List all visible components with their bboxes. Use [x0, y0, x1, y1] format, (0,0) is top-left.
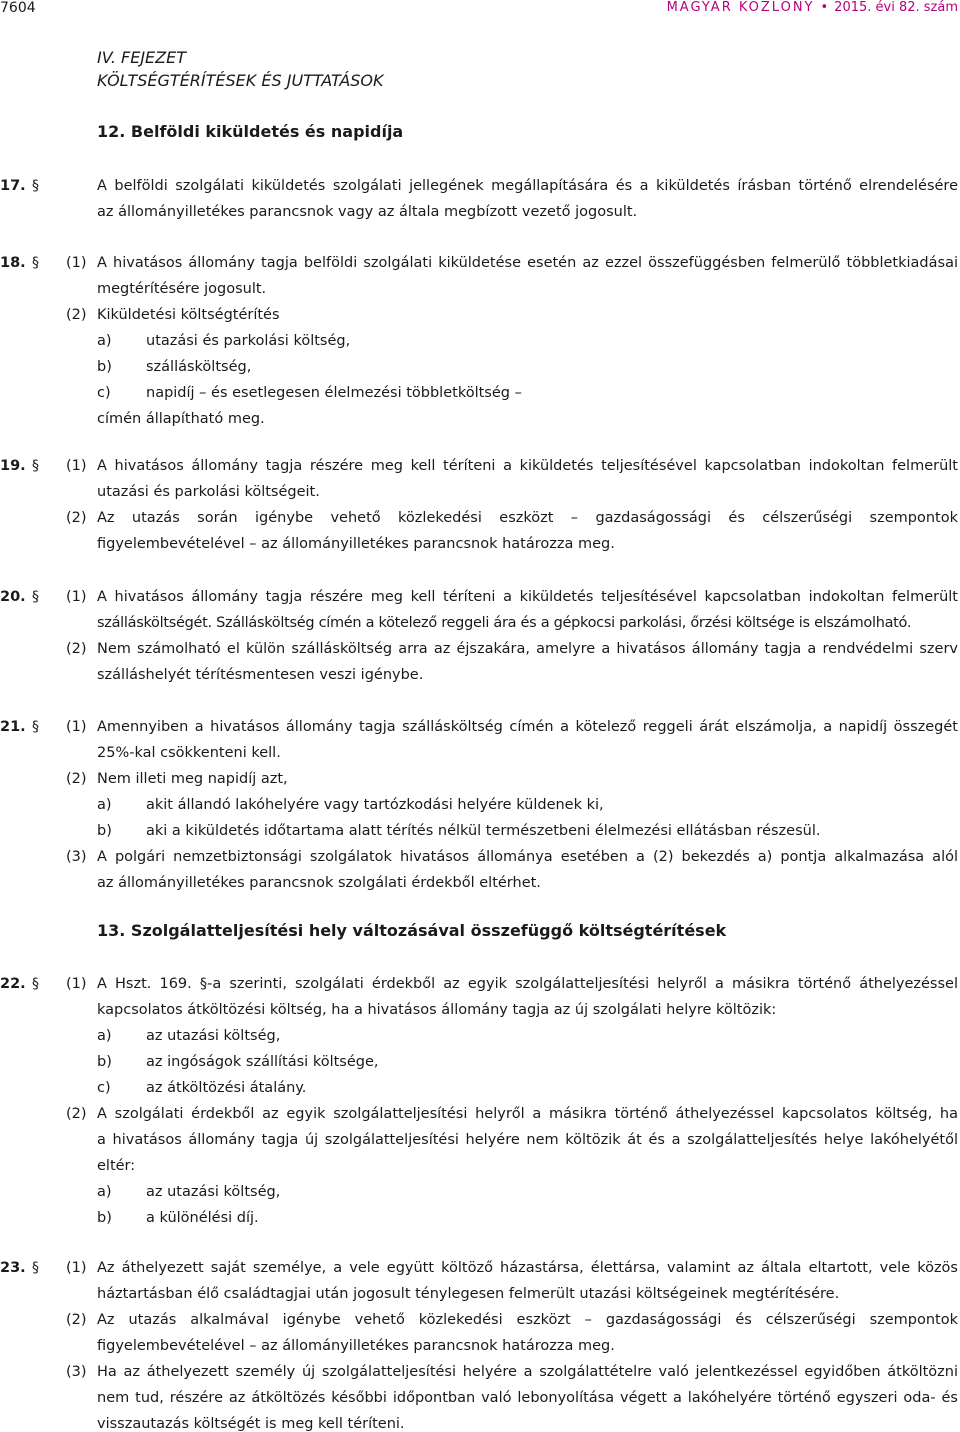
paragraph-20 [0, 584, 958, 688]
section-13-title: 13. Szolgálatteljesítési hely változásával összefüggő költségtérítések [97, 921, 727, 940]
list-item: a) az utazási költség, [97, 1028, 281, 1044]
paragraph-text: figyelembevételével – az állományilletékes parancsnok határozza meg. [97, 1338, 615, 1354]
list-item: a) akit állandó lakóhelyére vagy tartózkodási helyére küldenek ki, [97, 797, 604, 813]
chapter-heading [97, 46, 384, 92]
page-number: 7604 [0, 0, 36, 16]
paragraph-text: A belföldi szolgálati kiküldetés szolgálati jellegének megállapítására és a kiküldetés írásban történő elrendelésére [97, 178, 958, 194]
paragraph-text: a hivatásos állomány tagja új szolgálatteljesítési helyére nem költözik át és a szolgálatteljesítés helye lakóhelyétől [97, 1132, 958, 1148]
chapter-number: IV. FEJEZET [97, 48, 186, 67]
paragraph-text: kapcsolatos átköltözési költség, ha a hivatásos állomány tagja az új szolgálati helyre költözik: [97, 1002, 777, 1018]
paragraph-text: nem tud, részére az átköltözés későbbi időpontban való lebonyolítása végett a lakóhelyére történő egyszeri oda- és [97, 1390, 958, 1406]
journal-masthead [667, 0, 958, 16]
paragraph-text: A polgári nemzetbiztonsági szolgálatok hivatásos állománya esetében a (2) bekezdés a) pontja alkalmazása alól [97, 849, 958, 865]
paragraph-number: 18. [0, 255, 26, 271]
subsection-number: (2) [66, 1106, 87, 1122]
paragraph-text: Az áthelyezett saját személye, a vele együtt költöző házastársa, élettársa, valamint az általa eltartott, vele közös [97, 1260, 958, 1276]
paragraph-text: háztartásban élő családtagjai után jogosult ténylegesen felmerült utazási költségeinek megtérítésére. [97, 1286, 840, 1302]
section-sign: § [32, 719, 39, 735]
list-item: c) napidíj – és esetlegesen élelmezési többletköltség – [97, 385, 522, 401]
subsection-number: (2) [66, 771, 87, 787]
list-item: a) az utazási költség, [97, 1184, 281, 1200]
paragraph-text: 25%-kal csökkenteni kell. [97, 745, 281, 761]
paragraph-text: A szolgálati érdekből az egyik szolgálatteljesítési helyről a másikra történő áthelyezéssel kapcsolatos költség, ha [97, 1106, 958, 1122]
paragraph-text: az állományilletékes parancsnok vagy az általa megbízott vezető jogosult. [97, 204, 638, 220]
page-header [0, 0, 960, 22]
section-sign: § [32, 589, 39, 605]
section-sign: § [32, 1260, 39, 1276]
paragraph-23 [0, 1255, 958, 1432]
section-sign: § [32, 255, 39, 271]
journal-name: MAGYAR KÖZLÖNY [666, 0, 815, 15]
subsection-number: (3) [66, 849, 87, 865]
subsection-number: (1) [66, 458, 87, 474]
paragraph-text: utazási és parkolási költségeit. [97, 484, 320, 500]
paragraph-text: A hivatásos állomány tagja belföldi szolgálati kiküldetése esetén az ezzel összefüggésben felmerülő többletkiadásai [97, 255, 958, 271]
subsection-number: (1) [66, 719, 87, 735]
subsection-number: (1) [66, 589, 87, 605]
paragraph-text: figyelembevételével – az állományilletékes parancsnok határozza meg. [97, 536, 615, 552]
chapter-title: KÖLTSÉGTÉRÍTÉSEK ÉS JUTTATÁSOK [97, 71, 384, 90]
list-item: c) az átköltözési átalány. [97, 1080, 307, 1096]
paragraph-21 [0, 714, 958, 896]
subsection-number: (2) [66, 641, 87, 657]
paragraph-number: 19. [0, 458, 26, 474]
list-item: b) szállásköltség, [97, 359, 252, 375]
section-sign: § [32, 458, 39, 474]
list-item: b) aki a kiküldetés időtartama alatt térítés nélkül természetbeni élelmezési ellátásban részesül. [97, 823, 821, 839]
issue-number: 2015. évi 82. szám [834, 0, 958, 15]
subsection-number: (1) [66, 255, 87, 271]
paragraph-text: Nem számolható el külön szállásköltség arra az éjszakára, amelyre a hivatásos állomány tagja a rendvédelmi szerv [97, 641, 958, 657]
paragraph-number: 20. [0, 589, 26, 605]
paragraph-17 [0, 173, 958, 225]
paragraph-number: 23. [0, 1260, 26, 1276]
subsection-number: (1) [66, 1260, 87, 1276]
paragraph-text: Kiküldetési költségtérítés [97, 307, 280, 323]
paragraph-text: A hivatásos állomány tagja részére meg kell téríteni a kiküldetés teljesítésével kapcsolatban indokoltan felmerült [97, 458, 958, 474]
list-item: a) utazási és parkolási költség, [97, 333, 351, 349]
paragraph-text: megtérítésére jogosult. [97, 281, 267, 297]
paragraph-22 [0, 971, 958, 1231]
paragraph-text: eltér: [97, 1158, 136, 1174]
paragraph-number: 22. [0, 976, 26, 992]
subsection-number: (3) [66, 1364, 87, 1380]
paragraph-text: visszautazás költségét is meg kell téríteni. [97, 1416, 405, 1432]
paragraph-text: Amennyiben a hivatásos állomány tagja szállásköltség címén a kötelező reggeli árát elszámolja, a napidíj összegét [97, 719, 958, 735]
section-12-title: 12. Belföldi kiküldetés és napidíja [97, 122, 404, 141]
paragraph-19 [0, 453, 958, 557]
paragraph-text: Az utazás során igénybe vehető közlekedési eszközt – gazdaságossági és célszerűségi szempontok [97, 510, 958, 526]
paragraph-text: szállásköltségét. Szállásköltség címén a kötelező reggeli ára és a gépkocsi parkolási, őrzési költsége is elszámolható. [97, 615, 912, 631]
paragraph-text: Nem illeti meg napidíj azt, [97, 771, 288, 787]
list-item: b) az ingóságok szállítási költsége, [97, 1054, 379, 1070]
paragraph-18 [0, 250, 958, 432]
section-sign: § [32, 178, 39, 194]
paragraph-text: A hivatásos állomány tagja részére meg kell téríteni a kiküldetés teljesítésével kapcsolatban indokoltan felmerült [97, 589, 958, 605]
paragraph-text: címén állapítható meg. [97, 411, 265, 427]
section-sign: § [32, 976, 39, 992]
subsection-number: (2) [66, 1312, 87, 1328]
separator-dot: • [820, 0, 829, 15]
subsection-number: (1) [66, 976, 87, 992]
paragraph-text: Ha az áthelyezett személy új szolgálatteljesítési helyére a szolgálattételre való jelentkezéssel egyidőben átköltözni [97, 1364, 958, 1380]
subsection-number: (2) [66, 307, 87, 323]
paragraph-text: az állományilletékes parancsnok szolgálati érdekből eltérhet. [97, 875, 541, 891]
list-item: b) a különélési díj. [97, 1210, 259, 1226]
paragraph-text: szálláshelyét térítésmentesen veszi igénybe. [97, 667, 424, 683]
paragraph-text: A Hszt. 169. §-a szerinti, szolgálati érdekből az egyik szolgálatteljesítési helyről a másikra történő áthelyezéssel [97, 976, 958, 992]
subsection-number: (2) [66, 510, 87, 526]
paragraph-number: 17. [0, 178, 26, 194]
paragraph-number: 21. [0, 719, 26, 735]
paragraph-text: Az utazás alkalmával igénybe vehető közlekedési eszközt – gazdaságossági és célszerűségi szempontok [97, 1312, 958, 1328]
